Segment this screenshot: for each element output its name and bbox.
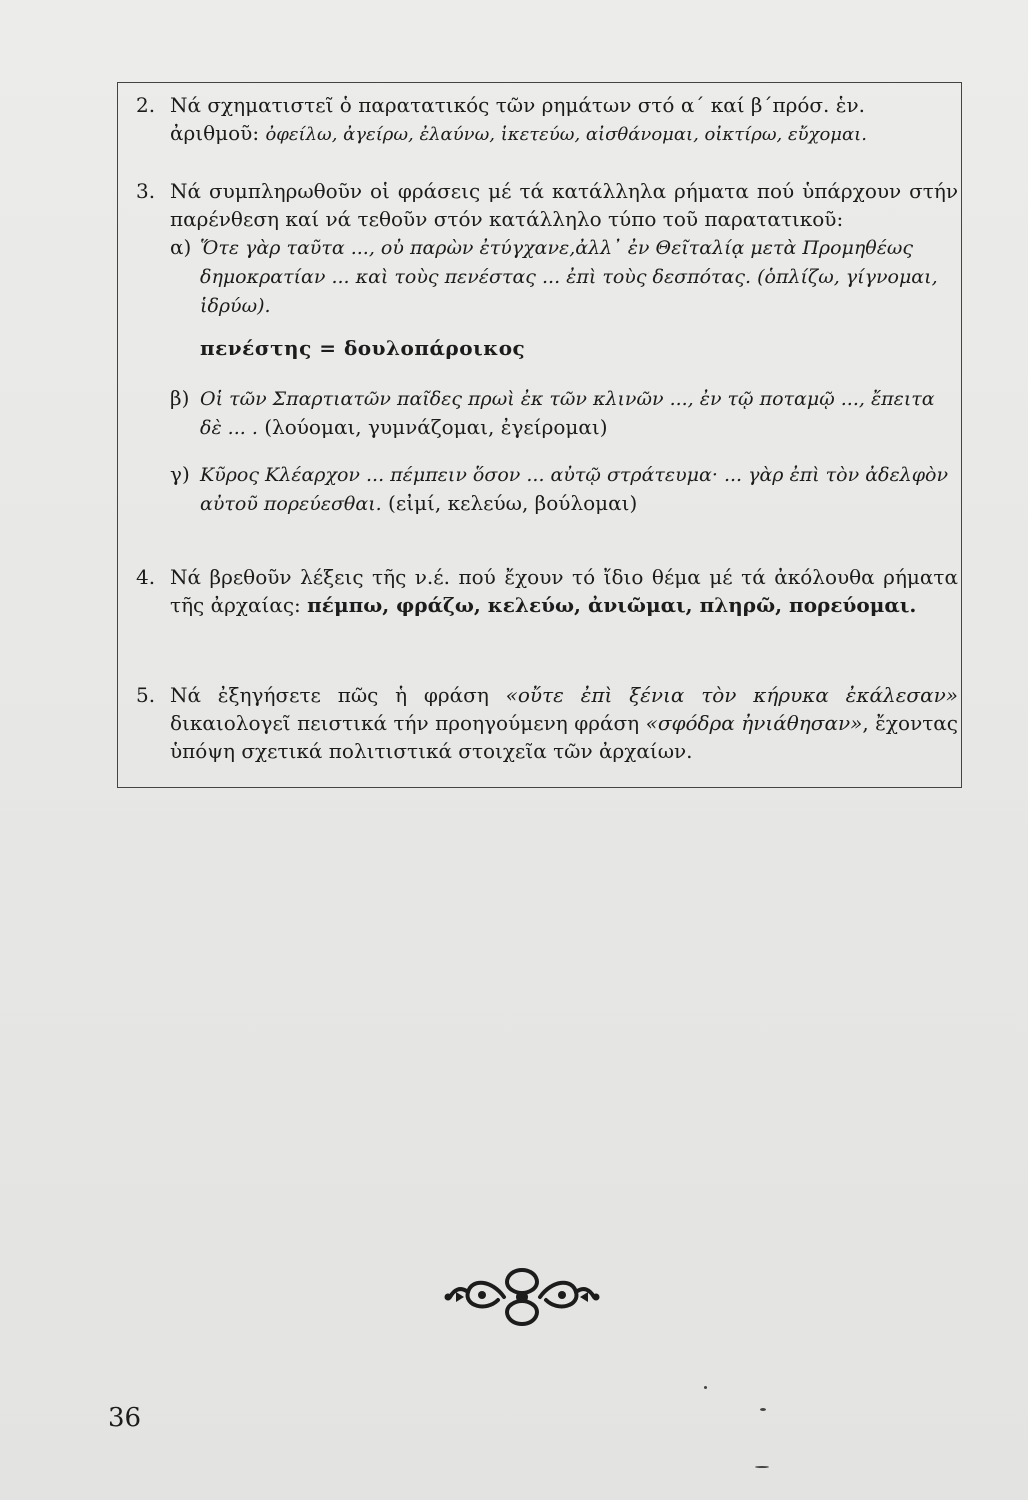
item-text (170, 563, 958, 619)
exercise-box (117, 82, 962, 788)
sub-item-text: Κῦρος Κλέαρχον ... πέμπειν ὅσον ... αὐτῷ στράτευμα· ... γὰρ ἐπὶ τὸν ἀδελφὸν αὐτοῦ πορεύεσθαι. (200, 464, 949, 515)
item-number: 5. (136, 683, 156, 707)
item-text (170, 91, 944, 149)
definition-formula: πενέστης = δουλοπάροικος (200, 336, 526, 360)
scan-speck (760, 1408, 766, 1411)
quoted-phrase: «οὔτε ἐπὶ ξένια τὸν κήρυκα ἐκάλεσαν» (505, 683, 958, 707)
item-text-part: Νά ἐξηγήσετε πῶς ἡ φράση (170, 683, 506, 707)
item-text-plain: Νά βρεθοῦν λέξεις τῆς ν.έ. πού ἔχουν τό ἴδιο θέμα μέ τά ἀκόλουθα ρήματα τῆς ἀρχαίας: (170, 565, 958, 617)
item-line (170, 119, 944, 149)
item-intro: Νά συμπληρωθοῦν οἱ φράσεις μέ τά κατάλληλα ρήματα πού ὑπάρχουν στήν παρένθεση καί νά τεθοῦν στόν κατάλληλο τύπο τοῦ παρατατικοῦ: (170, 179, 958, 231)
page-number: 36 (108, 1403, 142, 1433)
item-text (170, 177, 958, 518)
verb-list: ὀφείλω, ἀγείρω, ἐλαύνω, ἱκετεύω, αἰσθάνομαι, οἰκτίρω, εὔχομαι. (265, 124, 867, 145)
sub-item-label: γ) (170, 462, 190, 486)
verb-list: πέμπω, φράζω, κελεύω, ἀνιῶμαι, πληρῶ, πορεύομαι. (307, 593, 917, 617)
scan-speck (704, 1386, 707, 1389)
sub-item-verbs: (εἰμί, κελεύω, βούλομαι) (381, 491, 638, 515)
item-line-prefix: ἀριθμοῦ: (170, 121, 266, 145)
item-number: 4. (136, 565, 156, 589)
floral-ornament-icon (442, 1262, 602, 1332)
item-line: Νά σχηματιστεῖ ὁ παρατατικός τῶν ρημάτων στό α΄ καί β΄πρόσ. ἑν. (170, 93, 866, 117)
item-text (170, 681, 958, 765)
sub-item-b (170, 384, 958, 442)
sub-item-a (170, 233, 958, 320)
scan-speck (755, 1466, 769, 1468)
item-number: 3. (136, 179, 156, 203)
sub-item-label: β) (170, 386, 190, 410)
sub-item-text: Ὅτε γὰρ ταῦτα ..., οὐ παρὼν ἐτύγχανε,ἀλλ᾽ ἐν Θεῖταλίᾳ μετὰ Προμηθέως δημοκρατίαν ... καὶ τοὺς πενέστας ... ἐπὶ τοὺς δεσπότας. (ὁπλίζω, γίγνομαι, ἱδρύω). (200, 237, 938, 317)
item-number: 2. (136, 93, 156, 117)
item-text-part: δικαιολογεῖ πειστικά τήν προηγούμενη φράση (170, 711, 646, 735)
sub-item-text: Οἱ τῶν Σπαρτιατῶν παῖδες πρωὶ ἐκ τῶν κλινῶν ..., ἐν τῷ ποταμῷ ..., ἔπειτα δὲ ... . (200, 388, 935, 439)
quoted-phrase: «σφόδρα ἠνιάθησαν» (645, 711, 863, 735)
item-text-part: , ἔχοντας ὑπόψη σχετικά πολιτιστικά στοιχεῖα τῶν ἀρχαίων. (170, 711, 959, 763)
sub-item-verbs: (λούομαι, γυμνάζομαι, ἐγείρομαι) (257, 415, 608, 439)
sub-item-c (170, 460, 958, 518)
sub-item-label: α) (170, 235, 192, 259)
